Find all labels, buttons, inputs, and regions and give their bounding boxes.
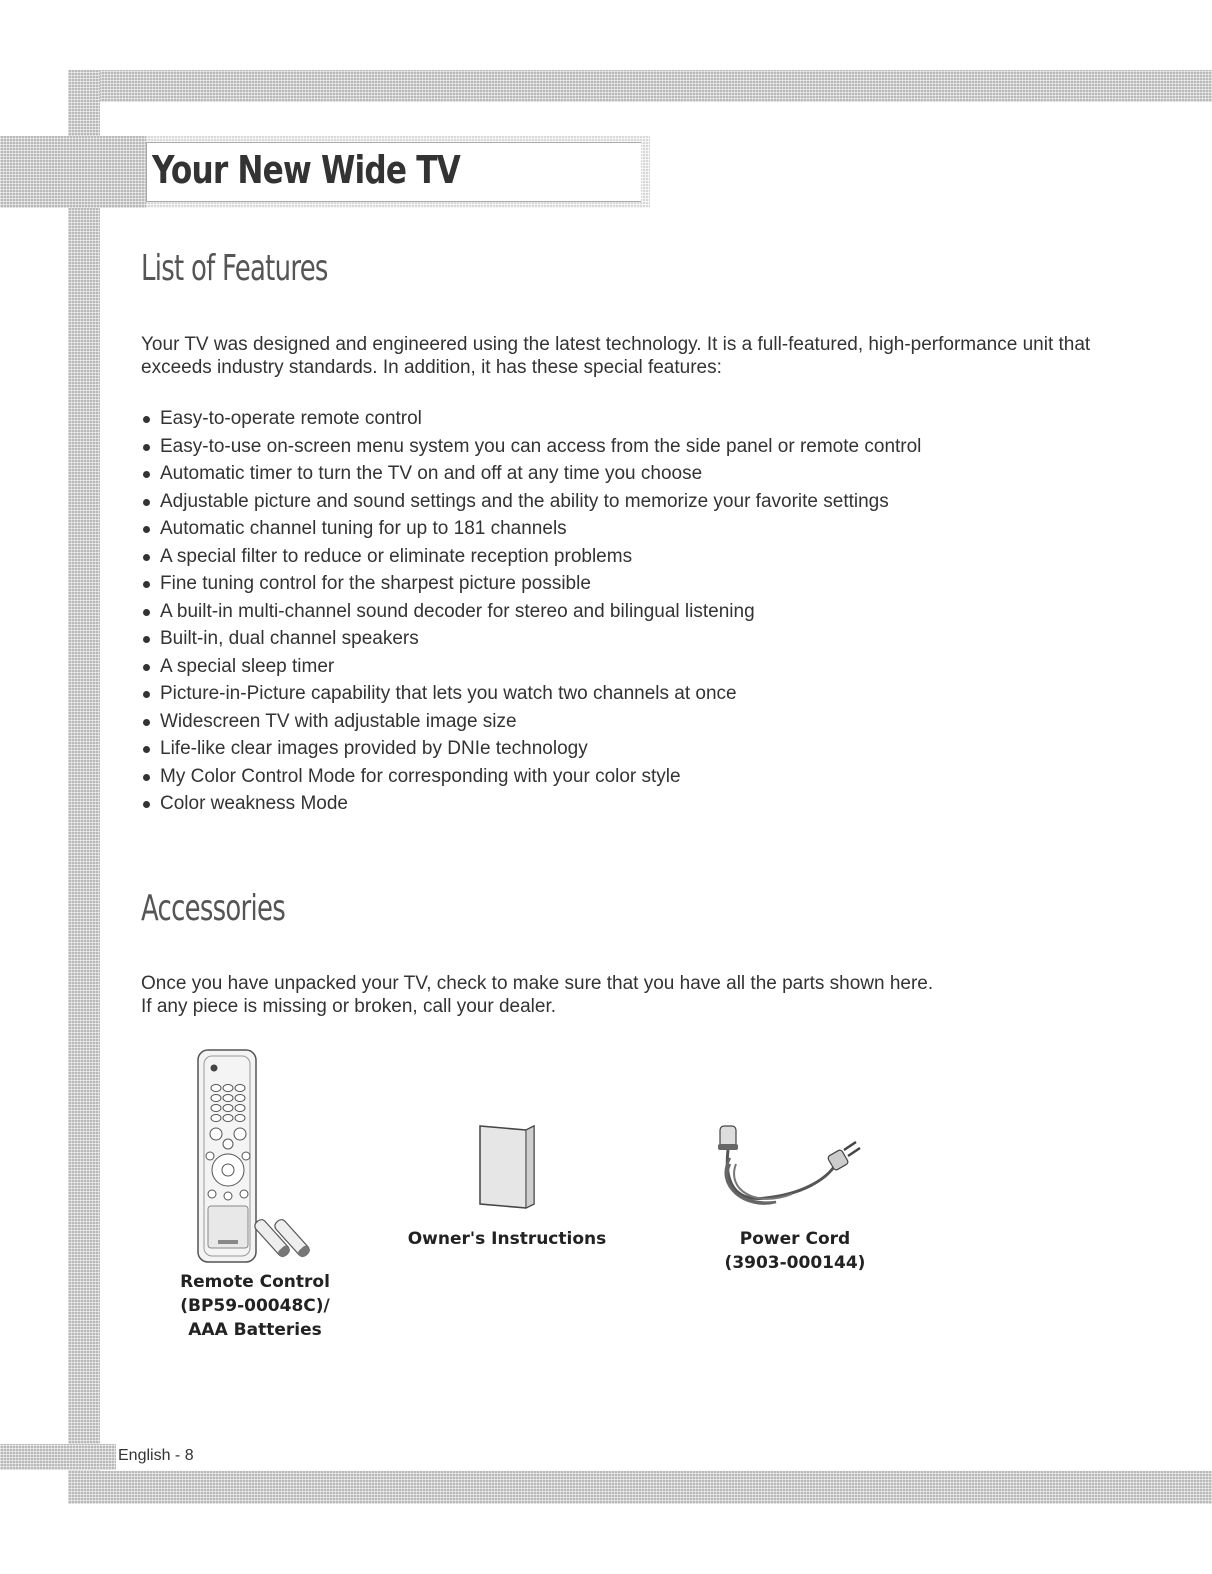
features-heading: List of Features <box>141 248 328 289</box>
feature-item: Automatic channel tuning for up to 181 channels <box>143 515 921 543</box>
title-bar-block <box>0 136 146 208</box>
cord-label-line-1: Power Cord <box>739 1229 851 1249</box>
page-number: English - 8 <box>118 1447 194 1464</box>
accessories-intro-line-2: If any piece is missing or broken, call your dealer. <box>141 996 557 1017</box>
power-cord-image <box>706 1124 866 1224</box>
cord-label-line-2: (3903-000144) <box>724 1253 866 1273</box>
feature-item: Automatic timer to turn the TV on and off at any time you choose <box>143 460 921 488</box>
remote-control-label <box>150 1270 360 1342</box>
footer-block <box>0 1444 116 1470</box>
feature-item: Fine tuning control for the sharpest picture possible <box>143 570 921 598</box>
feature-item: Life-like clear images provided by DNIe technology <box>143 735 921 763</box>
remote-label-line-2: (BP59-00048C)/ <box>180 1296 330 1316</box>
left-border-band <box>68 70 100 1504</box>
power-cord-label <box>690 1227 900 1275</box>
accessories-heading: Accessories <box>141 888 285 929</box>
top-border-band <box>68 70 1212 102</box>
feature-list <box>143 405 921 818</box>
feature-item: Widescreen TV with adjustable image size <box>143 708 921 736</box>
owners-instructions-label: Owner's Instructions <box>407 1229 607 1249</box>
feature-item: A special filter to reduce or eliminate reception problems <box>143 543 921 571</box>
remote-label-line-3: AAA Batteries <box>188 1320 322 1340</box>
feature-item: Built-in, dual channel speakers <box>143 625 921 653</box>
bottom-border-band <box>68 1471 1212 1504</box>
feature-item: Easy-to-use on-screen menu system you can access from the side panel or remote control <box>143 433 921 461</box>
feature-item: My Color Control Mode for corresponding with your color style <box>143 763 921 791</box>
features-intro: Your TV was designed and engineered using the latest technology. It is a full-featured, high-performance unit that exceeds industry standards. In addition, it has these special features: <box>141 334 1091 378</box>
feature-item: Color weakness Mode <box>143 790 921 818</box>
remote-label-line-1: Remote Control <box>180 1272 330 1292</box>
feature-item: A special sleep timer <box>143 653 921 681</box>
feature-item: Picture-in-Picture capability that lets you watch two channels at once <box>143 680 921 708</box>
remote-control-image <box>180 1048 320 1268</box>
feature-item: Easy-to-operate remote control <box>143 405 921 433</box>
feature-item: A built-in multi-channel sound decoder for stereo and bilingual listening <box>143 598 921 626</box>
owners-manual-image <box>476 1124 538 1210</box>
page-title: Your New Wide TV <box>152 148 460 192</box>
accessories-intro-line-1: Once you have unpacked your TV, check to make sure that you have all the parts shown here. <box>141 973 934 994</box>
accessories-intro <box>141 972 1101 1018</box>
feature-item: Adjustable picture and sound settings and the ability to memorize your favorite settings <box>143 488 921 516</box>
